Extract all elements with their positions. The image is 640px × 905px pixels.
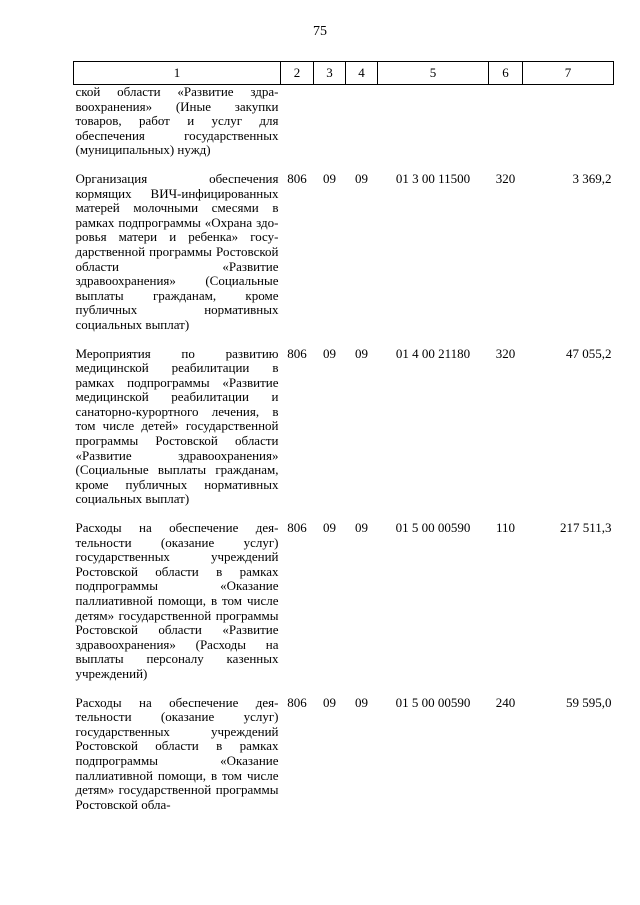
row-target-code: 01 5 00 00590 bbox=[395, 694, 471, 710]
row-ministry-code: 806 bbox=[287, 170, 307, 186]
row-name: ской области «Развитие здравоохранения» (Иные закупки товаров, работ и услуг для обеспечения государственных (муниципальных) нужд) bbox=[75, 84, 279, 158]
row-target-code: 01 4 00 21180 bbox=[395, 345, 471, 361]
row-name: Расходы на обеспечение деятельности (оказание услуг) государственных учреждений Ростовской области в рамках подпрограммы «Оказание паллиативной помощи, в том числе детям» государственной программы Ростовской обла- bbox=[75, 694, 279, 812]
header-col-6: 6 bbox=[489, 62, 523, 85]
row-section bbox=[314, 85, 346, 158]
table-row bbox=[74, 172, 614, 333]
table-row bbox=[74, 521, 614, 682]
header-col-3: 3 bbox=[314, 62, 346, 85]
row-expense-type: 320 bbox=[495, 345, 516, 361]
row-name: Мероприятия по развитию медицинской реабилитации в рамках подпрограммы «Развитие медицинской реабилитации и санаторно-курортного лечения, в том числе детей» государственной программы Ростовской области «Развитие здравоохранения» (Социальные выплаты гражданам, кроме публичных нормативных социальных выплат) bbox=[75, 345, 279, 507]
header-col-1: 1 bbox=[74, 62, 281, 85]
table-header-row bbox=[74, 62, 614, 85]
row-subsection bbox=[346, 85, 378, 158]
header-col-5: 5 bbox=[378, 62, 489, 85]
row-amount: 47 055,2 bbox=[566, 345, 612, 361]
row-amount: 59 595,0 bbox=[566, 694, 612, 710]
row-section: 09 bbox=[323, 694, 336, 710]
header-col-2: 2 bbox=[281, 62, 314, 85]
row-subsection: 09 bbox=[355, 170, 368, 186]
row-ministry-code: 806 bbox=[287, 345, 307, 361]
row-subsection: 09 bbox=[355, 345, 368, 361]
row-target-code: 01 3 00 11500 bbox=[395, 170, 471, 186]
row-subsection: 09 bbox=[355, 520, 368, 536]
row-name: Организация обеспечения кормящих ВИЧ-инфицированных матерей молочными смесями в рамках подпрограммы «Охрана здоровья матери и ребенка» государственной программы Ростовской области «Развитие здравоохранения» (Социальные выплаты гражданам, кроме публичных нормативных социальных выплат) bbox=[75, 170, 279, 332]
row-ministry-code: 806 bbox=[287, 694, 307, 710]
page-number: 75 bbox=[313, 24, 327, 39]
row-section: 09 bbox=[323, 170, 336, 186]
header-col-4: 4 bbox=[346, 62, 378, 85]
table-row bbox=[74, 696, 614, 813]
header-col-7: 7 bbox=[523, 62, 614, 85]
row-ministry-code bbox=[281, 85, 314, 158]
row-target-code: 01 5 00 00590 bbox=[395, 520, 471, 536]
row-section: 09 bbox=[323, 345, 336, 361]
row-expense-type bbox=[489, 85, 523, 158]
row-expense-type: 320 bbox=[495, 170, 516, 186]
row-amount: 217 511,3 bbox=[559, 520, 612, 536]
budget-table bbox=[73, 61, 614, 812]
row-amount bbox=[523, 85, 614, 158]
row-ministry-code: 806 bbox=[287, 520, 307, 536]
row-section: 09 bbox=[323, 520, 336, 536]
row-subsection: 09 bbox=[355, 694, 368, 710]
row-amount: 3 369,2 bbox=[572, 170, 612, 186]
row-target-code bbox=[378, 85, 489, 158]
table-row bbox=[74, 347, 614, 508]
row-expense-type: 240 bbox=[495, 694, 516, 710]
table-row bbox=[74, 85, 614, 158]
row-name: Расходы на обеспечение деятельности (оказание услуг) государственных учреждений Ростовской области в рамках подпрограммы «Оказание паллиативной помощи, в том числе детям» государственной программы Ростовской области «Развитие здравоохранения» (Расходы на выплаты персоналу казенных учреждений) bbox=[75, 520, 279, 681]
row-expense-type: 110 bbox=[495, 520, 516, 536]
